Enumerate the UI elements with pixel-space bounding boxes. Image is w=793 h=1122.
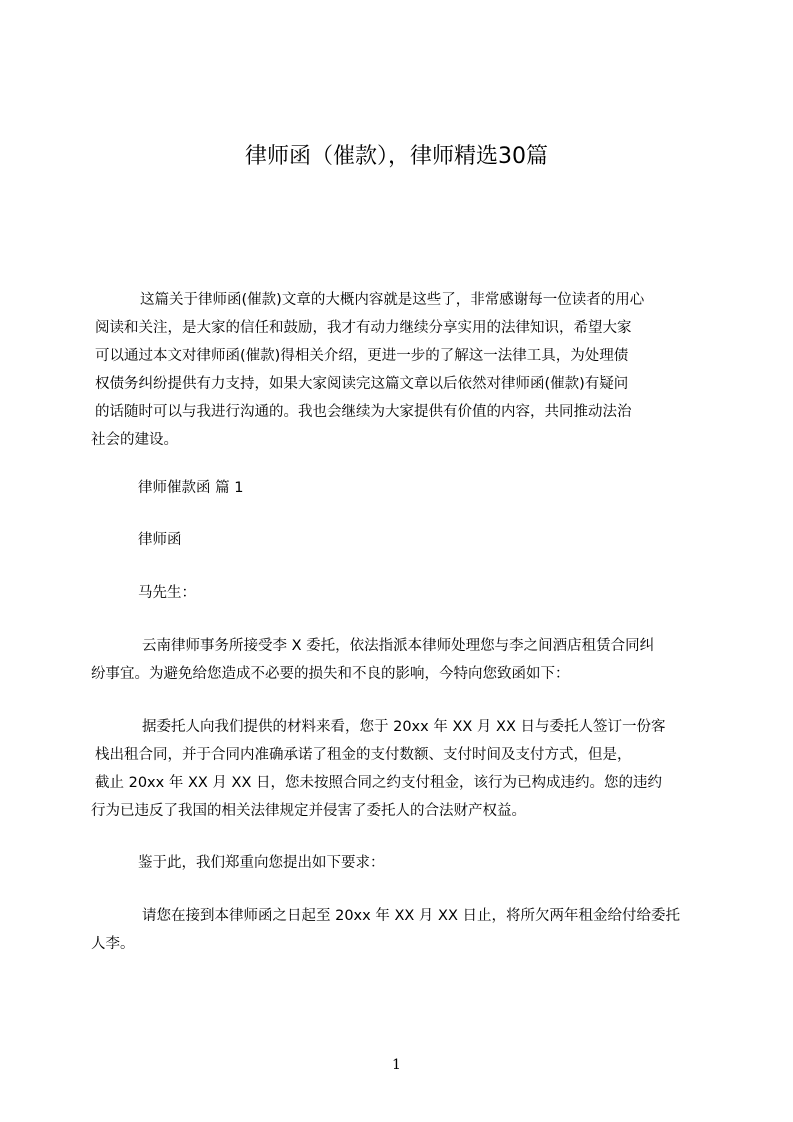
intro-line: 阅读和关注，是大家的信任和鼓励，我才有动力继续分享实用的法律知识，希望大家 (95, 320, 632, 336)
document-title: 律师函（催款），律师精选30篇 (245, 144, 548, 169)
paragraph-line: 据委托人向我们提供的材料来看，您于 20xx 年 XX 月 XX 日与委托人签订一份客 (142, 719, 666, 735)
paragraph-line: 纷事宜。为避免给您造成不必要的损失和不良的影响，今特向您致函如下： (91, 666, 570, 682)
intro-line: 社会的建设。 (91, 432, 178, 448)
intro-line: 的话随时可以与我进行沟通的。我也会继续为大家提供有价值的内容，共同推动法治 (95, 404, 632, 420)
paragraph-line: 截止 20xx 年 XX 月 XX 日，您未按照合同之约支付租金，该行为已构成违约。您的违约 (95, 775, 662, 791)
paragraph-line: 栈出租合同，并于合同内准确承诺了租金的支付数额、支付时间及支付方式，但是， (95, 747, 632, 763)
paragraph-line: 云南律师事务所接受李 X 委托，依法指派本律师处理您与李之间酒店租赁合同纠 (142, 638, 655, 654)
page-number: 1 (392, 1057, 401, 1073)
letter-title: 律师函 (138, 532, 182, 548)
intro-line: 这篇关于律师函(催款)文章的大概内容就是这些了，非常感谢每一位读者的用心 (140, 292, 645, 308)
paragraph-line: 请您在接到本律师函之日起至 20xx 年 XX 月 XX 日止，将所欠两年租金给付给委托 (142, 908, 680, 924)
salutation: 马先生： (138, 585, 196, 601)
intro-line: 权债务纠纷提供有力支持，如果大家阅读完这篇文章以后依然对律师函(催款)有疑问 (95, 376, 629, 392)
paragraph-line: 行为已违反了我国的相关法律规定并侵害了委托人的合法财产权益。 (91, 803, 526, 819)
section-heading: 律师催款函 篇 1 (138, 480, 244, 496)
paragraph-line: 人李。 (91, 936, 135, 952)
paragraph-line: 鉴于此，我们郑重向您提出如下要求： (138, 855, 385, 871)
intro-line: 可以通过本文对律师函(催款)得相关介绍，更进一步的了解这一法律工具，为处理债 (95, 348, 629, 364)
